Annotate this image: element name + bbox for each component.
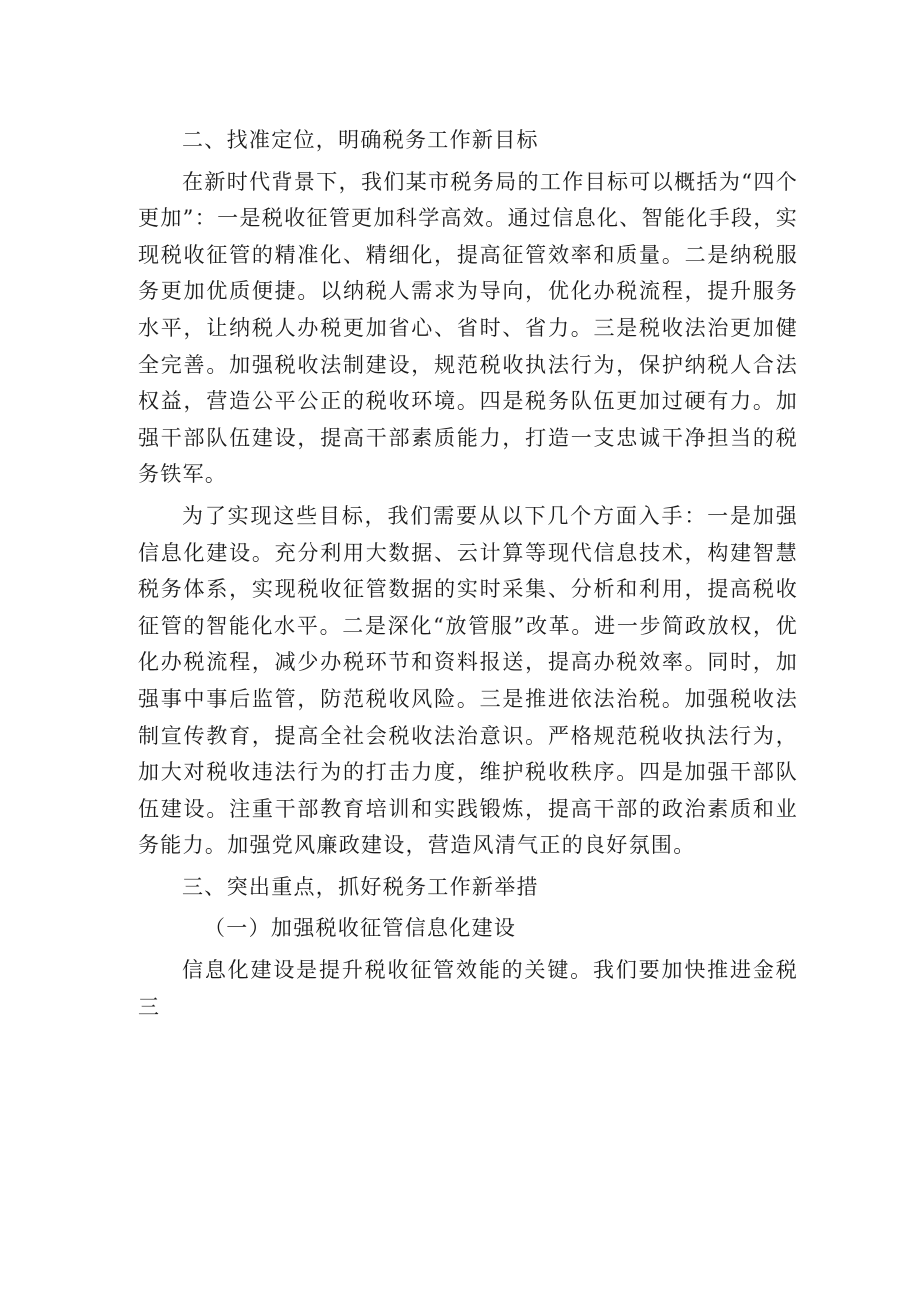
subsection-heading-1: （一）加强税收征管信息化建设 (204, 916, 517, 941)
document-body (138, 122, 798, 1025)
paragraph-measures: 为了实现这些目标，我们需要从以下几个方面入手：一是加强信息化建设。充分利用大数据、云计算等现代信息技术，构建智慧税务体系，实现税收征管数据的实时采集、分析和利用，提高税收征管的智能化水平。二是深化“放管服”改革。进一步简政放权，优化办税流程，减少办税环节和资料报送，提高办税效率。同时，加强事中事后监管，防范税收风险。三是推进依法治税。加强税收法制宣传教育，提高全社会税收法治意识。严格规范税收执法行为，加大对税收违法行为的打击力度，维护税收秩序。四是加强干部队伍建设。注重干部教育培训和实践锻炼，提高干部的政治素质和业务能力。加强党风廉政建设，营造风清气正的良好氛围。 (138, 503, 798, 858)
section-heading-2: 二、找准定位，明确税务工作新目标 (182, 128, 539, 152)
paragraph-goals: 在新时代背景下，我们某市税务局的工作目标可以概括为“四个更加”：一是税收征管更加科学高效。通过信息化、智能化手段，实现税收征管的精准化、精细化，提高征管效率和质量。二是纳税服务更加优质便捷。以纳税人需求为导向，优化办税流程，提升服务水平，让纳税人办税更加省心、省时、省力。三是税收法治更加健全完善。加强税收法制建设，规范税收执法行为，保护纳税人合法权益，营造公平公正的税收环境。四是税务队伍更加过硬有力。加强干部队伍建设，提高干部素质能力，打造一支忠诚干净担当的税务铁军。 (138, 169, 798, 487)
paragraph-informatization: 信息化建设是提升税收征管效能的关键。我们要加快推进金税三 (138, 958, 798, 1019)
section-heading-3: 三、突出重点，抓好税务工作新举措 (182, 874, 539, 899)
